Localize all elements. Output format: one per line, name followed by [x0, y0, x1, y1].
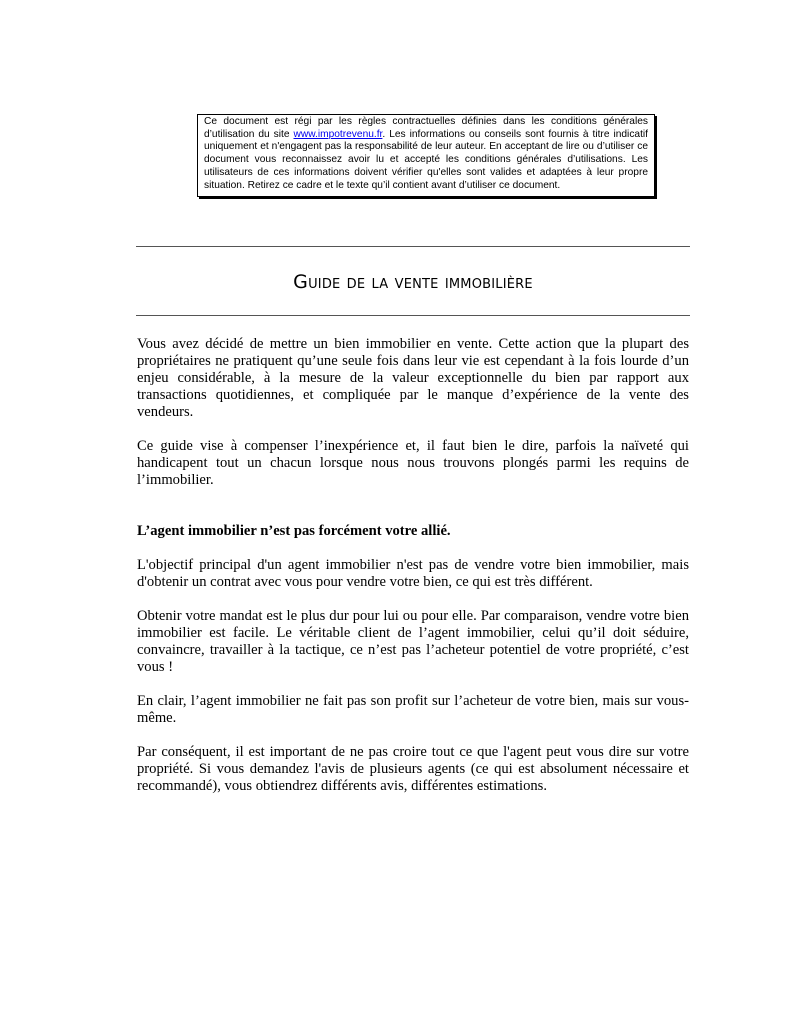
- intro-paragraph: Vous avez décidé de mettre un bien immobilier en vente. Cette action que la plupart des propriétaires ne pratiquent qu’une seule fois dans leur vie est cependant à la fois lourde d’un enjeu considérable, à la mesure de la valeur exceptionnelle du bien par rapport aux transactions quotidiennes, et compliquée par le manque d’expérience de la vente des vendeurs.: [137, 336, 689, 420]
- document-title: Guide de la vente immobilière: [293, 271, 533, 293]
- intro-paragraph: Ce guide vise à compenser l’inexpérience et, il faut bien le dire, parfois la naïveté qui handicapent tout un chacun lorsque nous nous trouvons plongés parmi les requins de l’immobilier.: [137, 438, 689, 488]
- section-heading: L’agent immobilier n’est pas forcément votre allié.: [137, 523, 451, 539]
- section-paragraph: En clair, l’agent immobilier ne fait pas son profit sur l’acheteur de votre bien, mais sur vous-même.: [137, 693, 689, 726]
- section-paragraph: L'objectif principal d'un agent immobilier n'est pas de vendre votre bien immobilier, mais d'obtenir un contrat avec vous pour vendre votre bien, ce qui est très différent.: [137, 557, 689, 590]
- section-paragraph: Par conséquent, il est important de ne pas croire tout ce que l'agent peut vous dire sur votre propriété. Si vous demandez l'avis de plusieurs agents (ce qui est absolument nécessaire et recommandé), vous obtiendrez différents avis, différentes estimations.: [137, 744, 689, 794]
- title-rule-top: [136, 246, 690, 247]
- section-paragraph: Obtenir votre mandat est le plus dur pour lui ou pour elle. Par comparaison, vendre votre bien immobilier est facile. Le véritable client de l’agent immobilier, celui qu’il doit séduire, convaincre, travailler à la tactique, ce n’est pas l’acheteur potentiel de votre propriété, c’est vous !: [137, 608, 689, 675]
- title-rule-bottom: [136, 315, 690, 316]
- disclaimer-box: [197, 114, 655, 197]
- document-body: [137, 336, 689, 812]
- disclaimer-text-end: . Les informations ou conseils sont fournis à titre indicatif uniquement et n'engagent pas la responsabilité de leur auteur. En acceptant de lire ou d’utiliser ce document vous reconnaissez avoir lu et accepté les conditions générales d’utilisations. Les utilisateurs de ces informations doivent vérifier qu'elles sont valides et adaptées à leur propre situation. Retirez ce cadre et le texte qu’il contient avant d’utiliser ce document.: [204, 128, 649, 191]
- site-link[interactable]: www.impotrevenu.fr: [293, 128, 383, 140]
- disclaimer-text-start: Ce document est régi par les règles contractuelles définies dans les conditions générales d’utilisation du site: [204, 116, 648, 140]
